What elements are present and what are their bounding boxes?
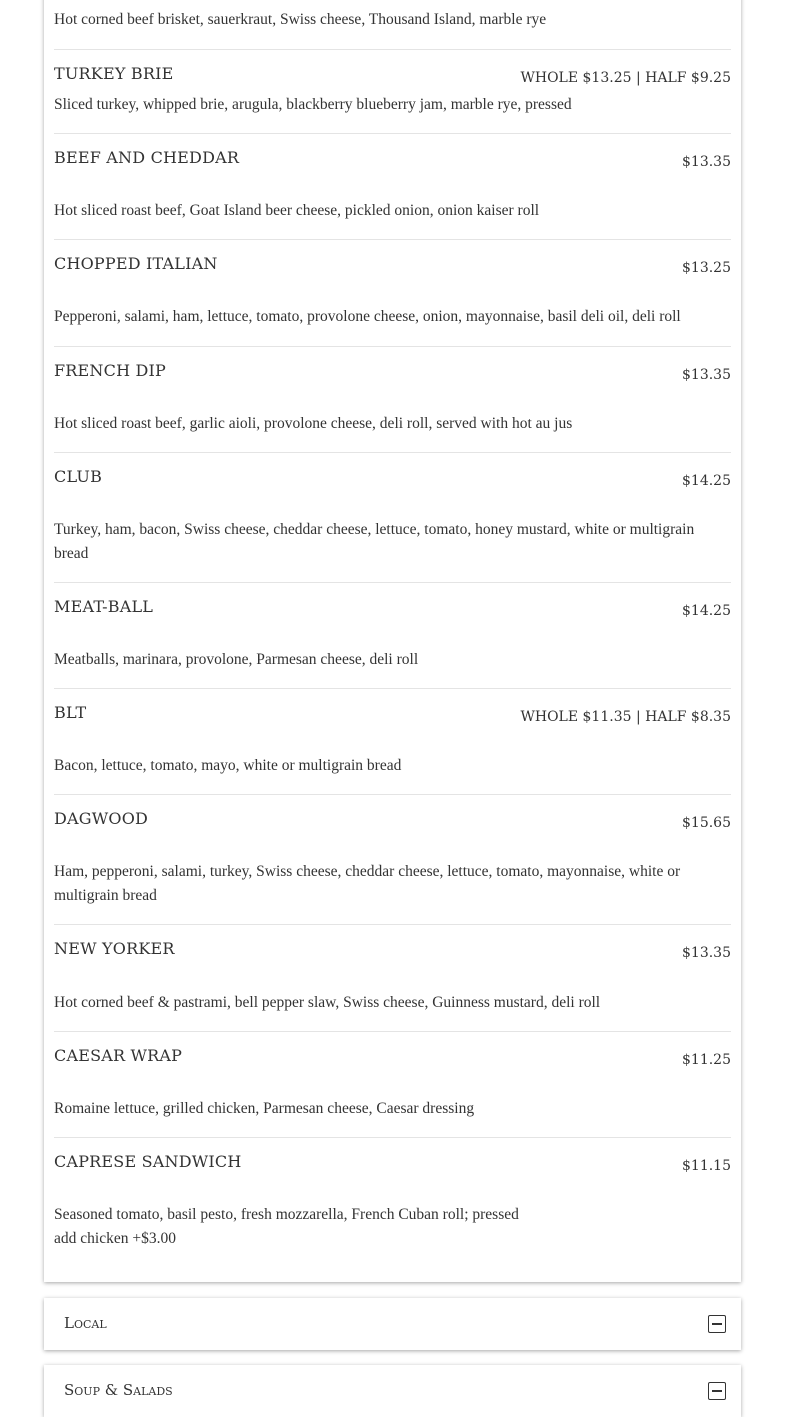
menu-item-caprese-sandwich — [54, 1137, 731, 1263]
menu-item-caesar-wrap — [54, 1031, 731, 1138]
accordion-title: Local — [64, 1314, 107, 1332]
item-name: BEEF AND CHEDDAR — [54, 148, 240, 167]
item-description: Seasoned tomato, basil pesto, fresh mozzarella, French Cuban roll; pressed — [54, 1206, 519, 1223]
item-name: CLUB — [54, 467, 103, 486]
item-price: $15.65 — [682, 815, 731, 831]
item-price: $11.15 — [682, 1158, 731, 1174]
item-price: $14.25 — [682, 603, 731, 619]
item-price: $13.35 — [682, 154, 731, 170]
item-description: Hot sliced roast beef, Goat Island beer cheese, pickled onion, onion kaiser roll — [54, 202, 540, 219]
menu-item-club — [54, 452, 731, 583]
menu-item-meat-ball — [54, 582, 731, 689]
menu-item-beef-and-cheddar — [54, 133, 731, 240]
accordion-title: Soup & Salads — [64, 1381, 173, 1399]
item-name: CAESAR WRAP — [54, 1046, 183, 1065]
item-price: WHOLE $11.35 | HALF $8.35 — [520, 709, 731, 725]
item-description: Hot corned beef & pastrami, bell pepper slaw, Swiss cheese, Guinness mustard, deli roll — [54, 994, 601, 1011]
item-name: BLT — [54, 703, 87, 722]
menu-item-chopped-italian — [54, 239, 731, 347]
item-description: Meatballs, marinara, provolone, Parmesan cheese, deli roll — [54, 651, 419, 668]
item-description: Romaine lettuce, grilled chicken, Parmesan cheese, Caesar dressing — [54, 1100, 475, 1117]
accordion-local[interactable] — [44, 1298, 741, 1350]
item-price: $13.25 — [682, 260, 731, 276]
accordion-soup-and-salads[interactable] — [44, 1365, 741, 1417]
sandwich-menu-card — [44, 0, 741, 1282]
item-name: TURKEY BRIE — [54, 64, 174, 83]
menu-item-new-yorker — [54, 924, 731, 1032]
item-name: CHOPPED ITALIAN — [54, 254, 218, 273]
menu-item-dagwood — [54, 794, 731, 925]
item-description: Pepperoni, salami, ham, lettuce, tomato, provolone cheese, onion, mayonnaise, basil deli oil, deli roll — [54, 308, 681, 325]
item-name: MEAT-BALL — [54, 597, 154, 616]
item-description: Bacon, lettuce, tomato, mayo, white or multigrain bread — [54, 757, 402, 774]
item-description-top: Hot corned beef brisket, sauerkraut, Swiss cheese, Thousand Island, marble rye — [54, 11, 547, 28]
item-addon-note: add chicken +$3.00 — [54, 1230, 176, 1247]
collapse-toggle-icon[interactable] — [708, 1315, 726, 1333]
item-description: Hot sliced roast beef, garlic aioli, provolone cheese, deli roll, served with hot au jus — [54, 415, 573, 432]
menu-item-turkey-brie — [54, 49, 731, 134]
item-price: $14.25 — [682, 473, 731, 489]
item-price: $13.35 — [682, 945, 731, 961]
item-description: Sliced turkey, whipped brie, arugula, blackberry blueberry jam, marble rye, pressed — [54, 96, 572, 113]
item-name: CAPRESE SANDWICH — [54, 1152, 242, 1171]
item-description: Turkey, ham, bacon, Swiss cheese, cheddar cheese, lettuce, tomato, honey mustard, white or multigrain bread — [54, 521, 695, 562]
item-price: $11.25 — [682, 1052, 731, 1068]
menu-item-blt — [54, 688, 731, 795]
menu-item-french-dip — [54, 346, 731, 453]
item-description: Ham, pepperoni, salami, turkey, Swiss cheese, cheddar cheese, lettuce, tomato, mayonnaise, white or multigrain bread — [54, 863, 681, 904]
item-price: $13.35 — [682, 367, 731, 383]
item-name: NEW YORKER — [54, 939, 175, 958]
item-name: FRENCH DIP — [54, 361, 167, 380]
item-price: WHOLE $13.25 | HALF $9.25 — [520, 70, 731, 86]
item-name: DAGWOOD — [54, 809, 149, 828]
